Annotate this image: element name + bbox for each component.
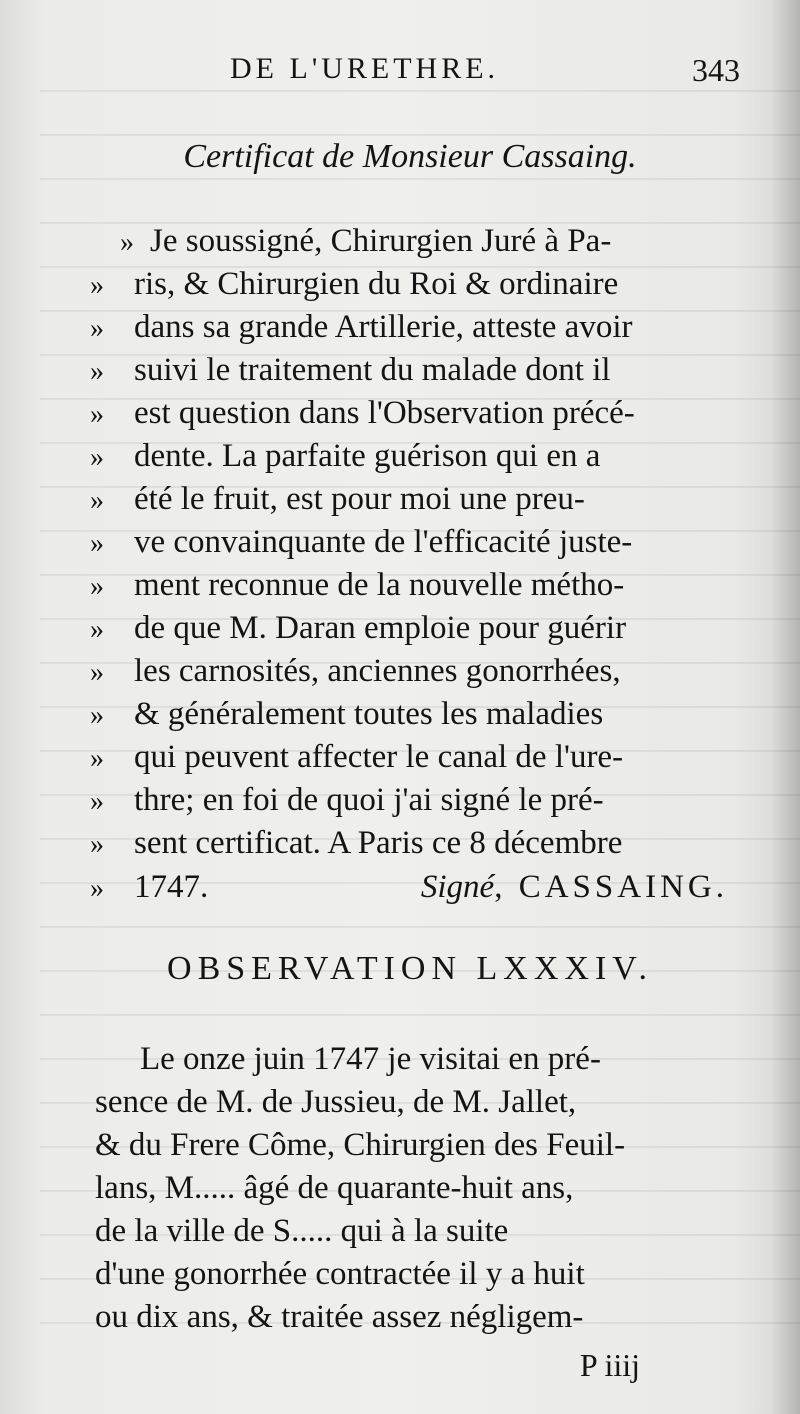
line-text: Je soussigné, Chirurgien Juré à Pa- <box>150 223 612 259</box>
certificate-line <box>90 478 730 520</box>
quote-mark: » <box>90 485 104 516</box>
signer-name: , CASSAING. <box>494 869 728 905</box>
quote-mark: » <box>90 786 104 817</box>
line-text: été le fruit, est pour moi une preu- <box>134 481 585 517</box>
line-text: ve convainquante de l'efficacité juste- <box>134 524 633 560</box>
quote-mark: » <box>90 442 104 473</box>
line-text: ris, & Chirurgien du Roi & ordinaire <box>134 266 619 302</box>
quote-mark: » <box>120 227 134 258</box>
line-text: sent certificat. A Paris ce 8 décembre <box>134 825 623 861</box>
certificate-line <box>90 521 730 563</box>
printer-signature-mark: P iiij <box>579 1347 640 1383</box>
certificate-line <box>90 650 730 692</box>
line-text: les carnosités, anciennes gonorrhées, <box>134 653 621 689</box>
certificate-signature-line <box>90 866 730 908</box>
page-edge-shadow <box>770 0 800 1414</box>
observation-line: Le onze juin 1747 je visitai en pré- <box>140 1041 601 1077</box>
line-text: ment reconnue de la nouvelle métho- <box>134 567 625 603</box>
line-text: thre; en foi de quoi j'ai signé le pré- <box>134 782 604 818</box>
certificate-line <box>90 607 730 649</box>
certificate-line <box>90 306 730 348</box>
observation-title: OBSERVATION LXXXIV. <box>167 950 653 987</box>
quote-mark: » <box>90 270 104 301</box>
quote-mark: » <box>90 657 104 688</box>
quote-mark: » <box>90 356 104 387</box>
line-text: & généralement toutes les maladies <box>134 696 604 732</box>
certificate-title: Certificat de Monsieur Cassaing. <box>183 138 637 175</box>
observation-line: lans, M..... âgé de quarante-huit ans, <box>95 1170 574 1206</box>
certificate-line <box>90 392 730 434</box>
signed-label: Signé <box>420 869 495 905</box>
page-number: 343 <box>692 52 740 88</box>
line-text: dans sa grande Artillerie, atteste avoir <box>134 309 633 345</box>
quote-mark: » <box>90 571 104 602</box>
page-header <box>160 52 740 92</box>
line-text: dente. La parfaite guérison qui en a <box>134 438 601 474</box>
certificate-line <box>90 693 730 735</box>
certificate-line <box>90 736 730 778</box>
quote-mark: » <box>90 829 104 860</box>
certificate-signature <box>421 866 728 908</box>
certificate-line <box>90 822 730 864</box>
quote-mark: » <box>90 743 104 774</box>
certificate-line <box>90 564 730 606</box>
certificate-line <box>90 435 730 477</box>
running-title: DE L'URETHRE. <box>230 52 500 85</box>
line-text: suivi le traitement du malade dont il <box>134 352 611 388</box>
quote-mark: » <box>90 614 104 645</box>
observation-line: sence de M. de Jussieu, de M. Jallet, <box>95 1084 577 1120</box>
certificate-line <box>90 349 730 391</box>
line-text: qui peuvent affecter le canal de l'ure- <box>134 739 624 775</box>
observation-line: de la ville de S..... qui à la suite <box>95 1213 509 1249</box>
certificate-line <box>90 779 730 821</box>
quote-mark: » <box>90 873 104 904</box>
quote-mark: » <box>90 399 104 430</box>
certificate-line <box>90 220 730 262</box>
observation-line: & du Frere Côme, Chirurgien des Feuil- <box>95 1127 626 1163</box>
quote-mark: » <box>90 528 104 559</box>
observation-line: ou dix ans, & traitée assez négligem- <box>95 1299 584 1335</box>
certificate-year: 1747. <box>134 869 209 905</box>
line-text: de que M. Daran emploie pour guérir <box>134 610 627 646</box>
certificate-line <box>90 263 730 305</box>
quote-mark: » <box>90 700 104 731</box>
quote-mark: » <box>90 313 104 344</box>
observation-line: d'une gonorrhée contractée il y a huit <box>95 1256 585 1292</box>
line-text: est question dans l'Observation précé- <box>134 395 635 431</box>
